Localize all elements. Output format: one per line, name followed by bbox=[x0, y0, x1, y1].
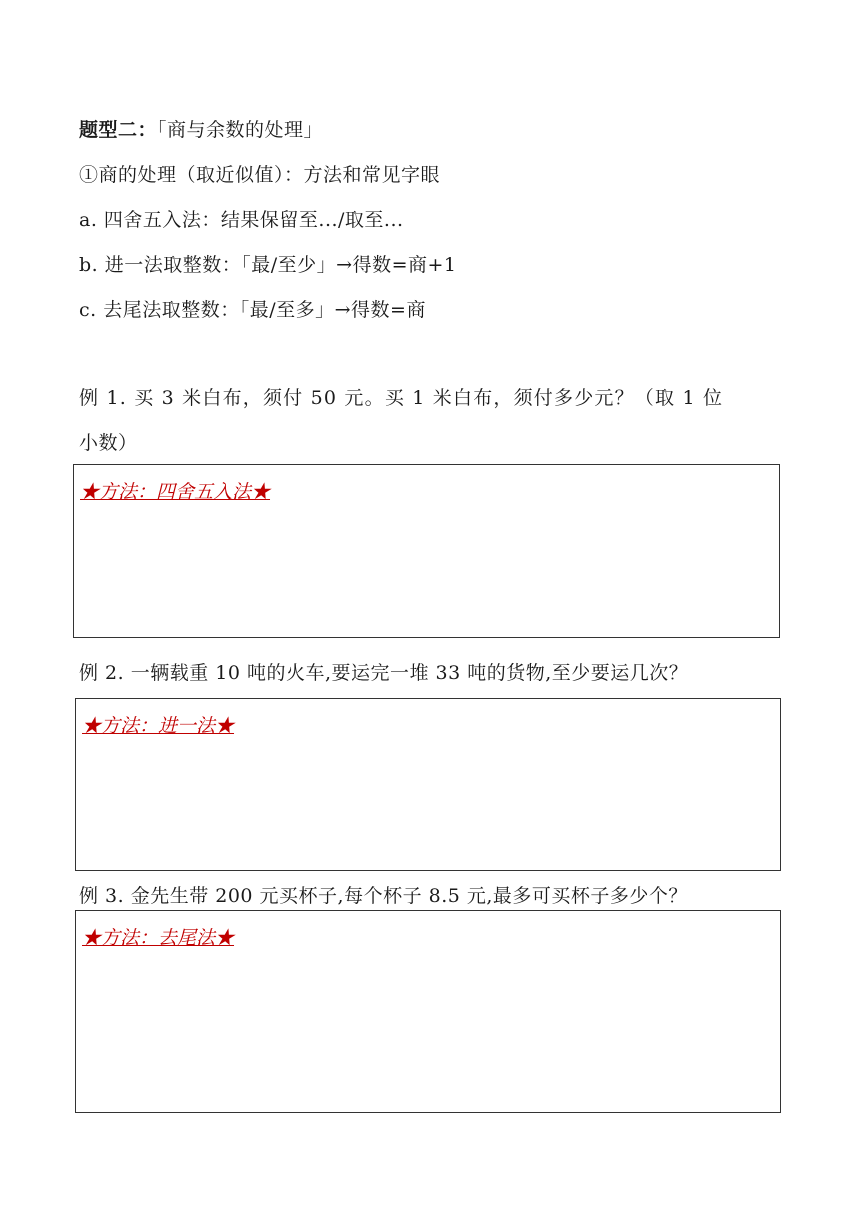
example-1-answer-box[interactable] bbox=[73, 464, 780, 638]
example-2-method-label: ★方法：进一法★ bbox=[82, 715, 235, 737]
example-3-method-label: ★方法：去尾法★ bbox=[82, 927, 235, 949]
section-heading-label: 题型二： bbox=[79, 119, 158, 141]
example-1-question-continued: 小数） bbox=[79, 432, 138, 454]
section-heading-topic: 「商与余数的处理」 bbox=[157, 119, 324, 141]
method-truncate-description: c. 去尾法取整数：「最/至多」→得数=商 bbox=[79, 299, 426, 321]
section-heading bbox=[79, 115, 323, 142]
example-3-question: 例 3. 金先生带 200 元买杯子,每个杯子 8.5 元,最多可买杯子多少个？ bbox=[79, 885, 688, 907]
method-round-up-description: b. 进一法取整数：「最/至少」→得数=商+1 bbox=[79, 254, 457, 276]
example-3-answer-box[interactable] bbox=[75, 910, 781, 1113]
example-1-method-label: ★方法：四舍五入法★ bbox=[80, 481, 271, 503]
example-2-question: 例 2. 一辆载重 10 吨的火车,要运完一堆 33 吨的货物,至少要运几次？ bbox=[79, 662, 689, 684]
example-1-question: 例 1. 买 3 米白布，须付 50 元。买 1 米白布，须付多少元？（取 1 位 bbox=[79, 387, 724, 409]
method-rounding-description: a. 四舍五入法：结果保留至.../取至... bbox=[79, 209, 404, 231]
example-2-answer-box[interactable] bbox=[75, 698, 781, 871]
quotient-handling-intro: ①商的处理（取近似值）：方法和常见字眼 bbox=[79, 164, 441, 186]
